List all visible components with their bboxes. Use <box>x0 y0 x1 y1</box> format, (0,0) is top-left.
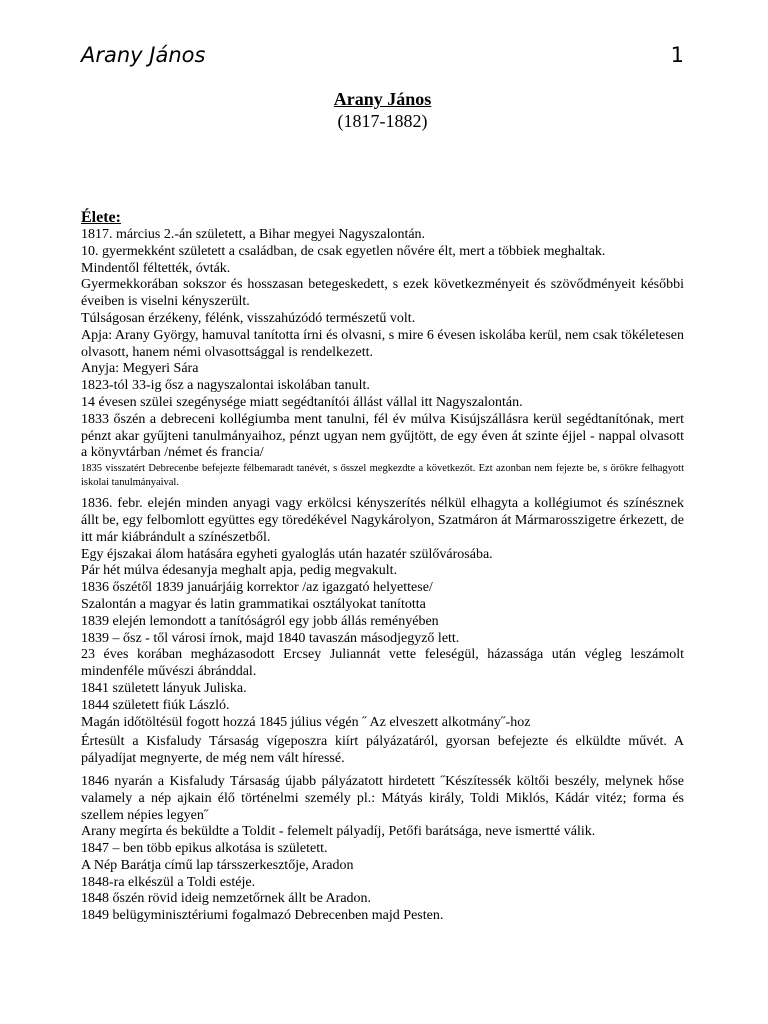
paragraph: 1847 – ben több epikus alkotása is született. <box>81 841 328 857</box>
paragraph: A Nép Barátja című lap társszerkesztője, Aradon <box>81 857 354 873</box>
paragraph: 1841 született lányuk Juliska. <box>81 680 247 696</box>
document-years: (1817-1882) <box>337 111 428 131</box>
document-title: Arany János <box>333 89 432 109</box>
paragraph: 1846 nyarán a Kisfaludy Társaság újabb pályázatott hirdetett ˝Készítessék költői beszély, melynek hőse valamely a nép ajkain élő történelmi személy pl.: Mátyás király, Toldi Miklós, Kádár vitéz; forma és szellem népies legyen˝ <box>81 773 684 823</box>
paragraph: 1823-tól 33-ig ősz a nagyszalontai iskolában tanult. <box>81 378 370 394</box>
paragraph: Pár hét múlva édesanyja meghalt apja, pedig megvakult. <box>81 563 398 579</box>
paragraph: Arany megírta és beküldte a Toldit - felemelt pályadíj, Petőfi barátsága, neve ismertté válik. <box>81 824 596 840</box>
paragraph: 1839 elején lemondott a tanítóságról egy jobb állás reményében <box>81 613 439 629</box>
paragraph: 1836. febr. elején minden anyagi vagy erkölcsi kényszerítés nélkül elhagyta a kollégiumot és színésznek állt be, egy felbomlott együttes egy töredékével Nagykárolyon, Szatmáron át Mármarosszigetre érkezett, de itt már kiábrándult a színészetből. <box>81 496 684 545</box>
paragraph: 1844 született fiúk László. <box>81 697 230 713</box>
paragraph: Gyermekkorában sokszor és hosszasan betegeskedett, s ezek következményeit és szövődményeit későbbi éveiben is viselni kényszerült. <box>81 277 684 310</box>
paragraph: 1836 őszétől 1839 januárjáig korrektor /az igazgató helyettese/ <box>81 580 433 596</box>
paragraph: Egy éjszakai álom hatására egyheti gyaloglás után hazatér szülővárosába. <box>81 546 493 562</box>
paragraph: 23 éves korában megházasodott Ercsey Juliannát vette feleségül, házassága után végleg leszámolt mindenféle művészi ábránddal. <box>81 647 684 680</box>
title-block <box>81 88 684 132</box>
paragraph: 1849 belügyminisztériumi fogalmazó Debrecenben majd Pesten. <box>81 908 444 924</box>
page-number: 1 <box>670 43 684 67</box>
paragraph: 1817. március 2.-án született, a Bihar megyei Nagyszalontán. <box>81 227 426 242</box>
paragraph: Mindentől féltették, óvták. <box>81 260 231 276</box>
paragraph: Apja: Arany György, hamuval tanította írni és olvasni, s mire 6 évesen iskolába kerül, nem csak tökéletesen olvasott, hanem némi olvasottsággal is rendelkezett. <box>81 327 684 360</box>
paragraph-small: 1835 visszatért Debrecenbe befejezte félbemaradt tanévét, s ősszel megkezdte a következőt. Ezt azonban nem fejezte be, s örökre felhagyott iskolai tanulmányaival. <box>81 463 684 489</box>
paragraph: 1833 őszén a debreceni kollégiumba ment tanulni, fél év múlva Kisújszállásra kerül segédtanítónak, mert pénzt akar gyűjteni tanulmányaihoz, pénzt ugyan nem gyűjtött, de egy éven át szinte éjjel - nappal olvasott a könyvtárban /német és francia/ <box>81 411 684 461</box>
paragraph: Szalontán a magyar és latin grammatikai osztályokat tanította <box>81 596 426 612</box>
paragraph: 1848 őszén rövid ideig nemzetőrnek állt be Aradon. <box>81 891 372 907</box>
paragraph: Értesült a Kisfaludy Társaság vígeposzra kiírt pályázatáról, gyorsan befejezte és elküldte művét. A pályadíjat megnyerte, de még nem vált híressé. <box>81 734 684 767</box>
paragraph: 10. gyermekként született a családban, de csak egyetlen nővére élt, mert a többiek meghaltak. <box>81 243 606 259</box>
paragraph: Anyja: Megyeri Sára <box>81 361 199 377</box>
paragraph: Túlságosan érzékeny, félénk, visszahúzódó természetű volt. <box>81 310 416 326</box>
paragraph: 1839 – ősz - től városi írnok, majd 1840 tavaszán másodjegyző lett. <box>81 630 460 646</box>
paragraph: 1848-ra elkészül a Toldi estéje. <box>81 874 256 890</box>
header-author: Arany János <box>81 43 206 67</box>
biography-section <box>81 208 684 925</box>
section-heading: Élete: <box>81 209 121 226</box>
paragraph: Magán időtöltésül fogott hozzá 1845 július végén ˝ Az elveszett alkotmány˝-hoz <box>81 714 531 730</box>
paragraph: 14 évesen szülei szegénysége miatt segédtanítói állást vállal itt Nagyszalontán. <box>81 394 523 410</box>
